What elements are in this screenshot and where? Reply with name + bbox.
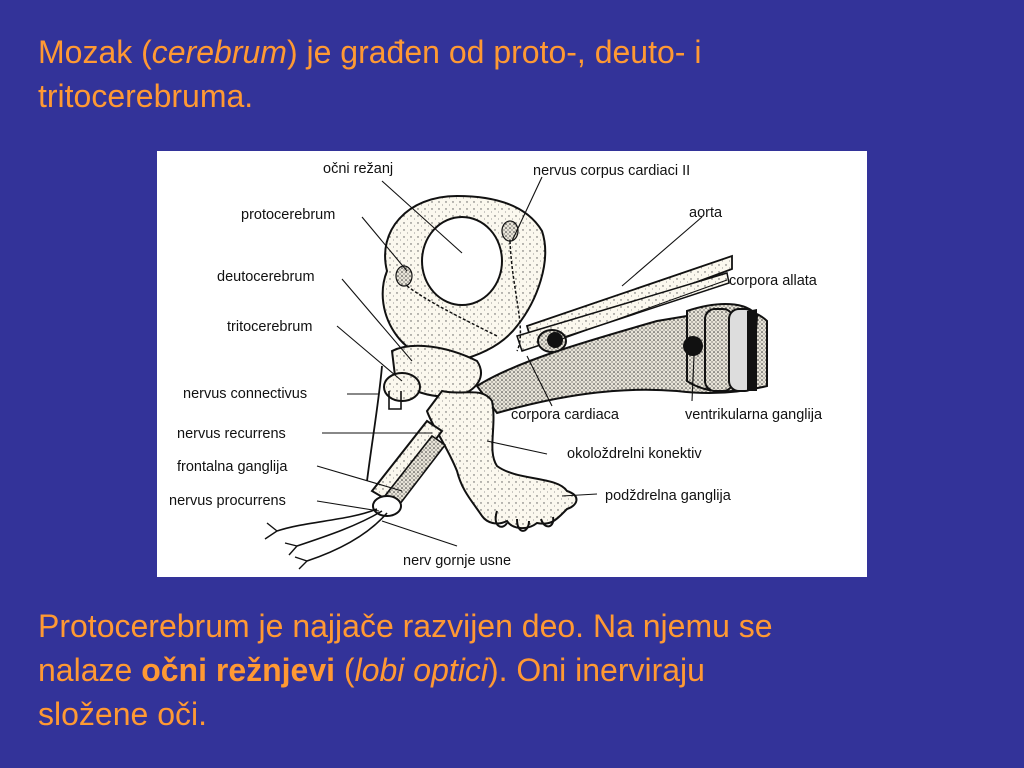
gut-end	[747, 309, 757, 391]
body-text-post: ). Oni inerviraju	[487, 652, 705, 688]
title-line-1	[38, 30, 998, 74]
ocellus-right	[502, 221, 518, 241]
label-okolozdrelni-konektiv: okoloždrelni konektiv	[567, 446, 702, 462]
title-text-pre: Mozak (	[38, 34, 152, 70]
title-text-post: ) je građen od proto-, deuto- i	[286, 34, 702, 70]
ventricular-ganglion-dot	[683, 336, 703, 356]
optic-lobe-shape	[422, 217, 502, 305]
label-protocerebrum: protocerebrum	[241, 207, 336, 223]
body-text-italic: lobi optici	[354, 652, 488, 688]
body-line-2	[38, 648, 998, 692]
title-line-2: tritocerebruma.	[38, 78, 254, 114]
diagram-drawing	[157, 151, 867, 577]
label-deutocerebrum: deutocerebrum	[217, 269, 315, 285]
slide-title	[38, 30, 998, 118]
nervus-procurrens-line	[277, 509, 387, 561]
nervus-connectivus-line	[367, 366, 382, 481]
body-line-1: Protocerebrum je najjače razvijen deo. Na njemu se	[38, 608, 773, 644]
label-frontalna-ganglija: frontalna ganglija	[177, 459, 288, 475]
label-corpora-cardiaca: corpora cardiaca	[511, 407, 619, 423]
label-ventrikularna-ganglija: ventrikularna ganglija	[685, 407, 823, 423]
label-aorta: aorta	[689, 205, 723, 221]
body-text-mid: (	[335, 652, 355, 688]
title-text-italic: cerebrum	[151, 34, 287, 70]
body-text-bold: očni režnjevi	[141, 652, 336, 688]
label-tritocerebrum: tritocerebrum	[227, 319, 313, 335]
label-nervus-procurrens: nervus procurrens	[169, 493, 286, 509]
body-text-pre: nalaze	[38, 652, 142, 688]
label-ocni-rezanj: očni režanj	[323, 161, 394, 177]
body-line-3: složene oči.	[38, 696, 207, 732]
nerve-branch-tips	[265, 523, 307, 569]
label-nervus-corpus-cardiaci: nervus corpus cardiaci II	[533, 163, 691, 179]
label-podzdrelna-ganglija: podždrelna ganglija	[605, 488, 731, 504]
label-nervus-recurrens: nervus recurrens	[177, 426, 286, 442]
label-nervus-connectivus: nervus connectivus	[183, 386, 308, 402]
slide-body-text	[38, 604, 998, 736]
label-corpora-allata: corpora allata	[729, 273, 817, 289]
corpora-allata-shape	[547, 332, 563, 348]
label-nerv-gornje-usne: nerv gornje usne	[403, 553, 512, 569]
ocellus-left	[396, 266, 412, 286]
brain-diagram	[157, 151, 867, 577]
